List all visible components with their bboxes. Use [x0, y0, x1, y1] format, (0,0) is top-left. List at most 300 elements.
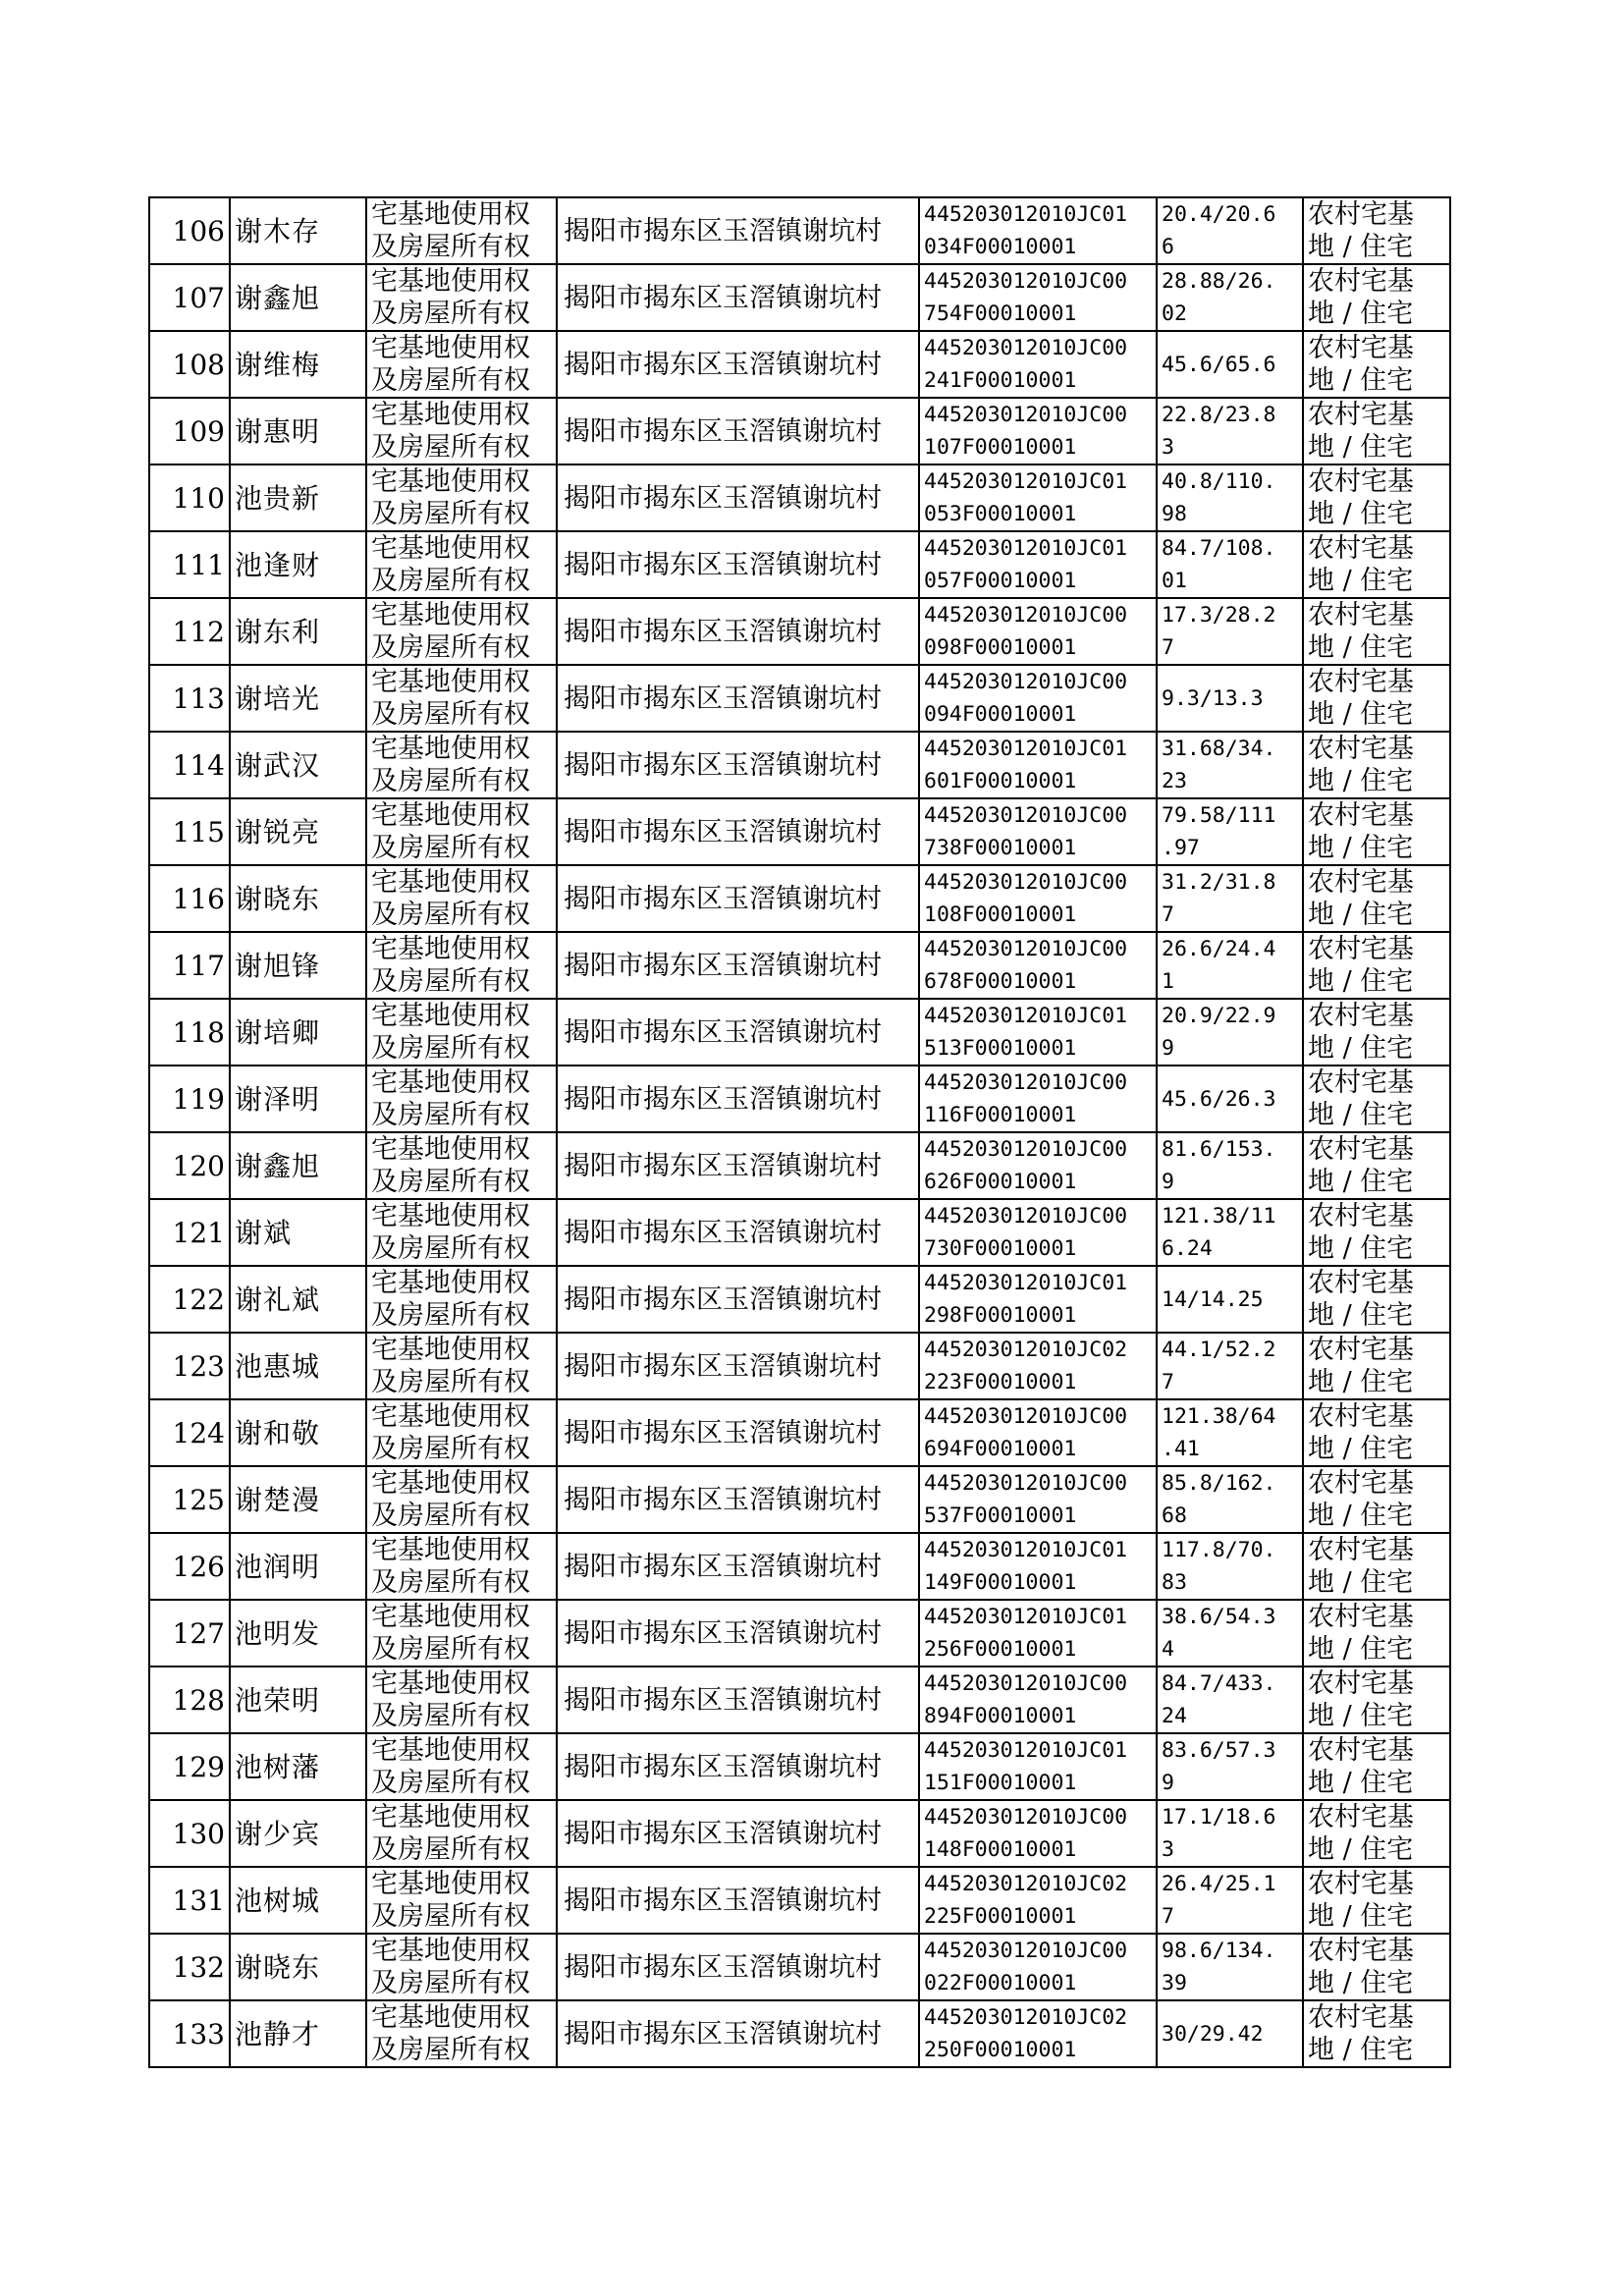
certificate-number-cell: [919, 1867, 1157, 1934]
owner-name: 谢惠明: [235, 414, 321, 448]
owner-name-cell: [230, 1733, 366, 1800]
area-cell: [1157, 1132, 1303, 1199]
certificate-number-line-1: 445203012010JC00: [924, 670, 1128, 694]
area-cell: [1157, 1867, 1303, 1934]
location-cell: [557, 531, 919, 598]
row-number: 109: [172, 414, 225, 448]
right-type-cell: [366, 1867, 557, 1934]
usage-line-1: 农村宅基: [1308, 667, 1414, 697]
table-row: [149, 1066, 1450, 1132]
right-type-line-1: 宅基地使用权: [371, 1735, 530, 1766]
usage-line-1: 农村宅基: [1308, 266, 1414, 297]
right-type-line-1: 宅基地使用权: [371, 1869, 530, 1899]
area-line-2: 68: [1162, 1503, 1187, 1528]
right-type-cell: [366, 1132, 557, 1199]
row-number-cell: [149, 1132, 230, 1199]
table-row: [149, 331, 1450, 398]
certificate-number-line-1: 445203012010JC00: [924, 1404, 1128, 1429]
area-cell: [1157, 398, 1303, 464]
certificate-number-line-2: 148F00010001: [924, 1837, 1077, 1862]
right-type-cell: [366, 798, 557, 865]
area-line-1: 17.3/28.2: [1162, 603, 1276, 628]
owner-name-cell: [230, 197, 366, 264]
usage-line-1: 农村宅基: [1308, 1468, 1414, 1499]
area-cell: [1157, 1533, 1303, 1600]
certificate-number-line-2: 894F00010001: [924, 1704, 1077, 1728]
location: 揭阳市揭东区玉滘镇谢坑村: [564, 1951, 882, 1983]
row-number-cell: [149, 865, 230, 932]
right-type-line-2: 及房屋所有权: [371, 1634, 530, 1665]
location: 揭阳市揭东区玉滘镇谢坑村: [564, 883, 882, 914]
table-row: [149, 932, 1450, 999]
right-type-line-1: 宅基地使用权: [371, 667, 530, 697]
area-line-1: 45.6/65.6: [1162, 352, 1276, 377]
location-cell: [557, 1867, 919, 1934]
right-type-line-1: 宅基地使用权: [371, 266, 530, 297]
right-type-line-1: 宅基地使用权: [371, 1668, 530, 1699]
area-line-2: .41: [1162, 1437, 1200, 1461]
certificate-number-cell: [919, 1733, 1157, 1800]
usage-line-2: 地 / 住宅: [1308, 1033, 1414, 1064]
certificate-number-cell: [919, 1934, 1157, 2000]
certificate-number-line-1: 445203012010JC00: [924, 1137, 1128, 1162]
right-type-line-1: 宅基地使用权: [371, 734, 530, 764]
usage-line-1: 农村宅基: [1308, 734, 1414, 764]
usage-line-1: 农村宅基: [1308, 1401, 1414, 1432]
certificate-number-cell: [919, 665, 1157, 732]
usage-line-1: 农村宅基: [1308, 1668, 1414, 1699]
location: 揭阳市揭东区玉滘镇谢坑村: [564, 1217, 882, 1248]
row-number-cell: [149, 798, 230, 865]
location: 揭阳市揭东区玉滘镇谢坑村: [564, 1684, 882, 1716]
row-number-cell: [149, 264, 230, 331]
usage-line-2: 地 / 住宅: [1308, 566, 1414, 596]
location-cell: [557, 1333, 919, 1399]
area-line-1: 20.9/22.9: [1162, 1004, 1276, 1028]
owner-name: 谢旭锋: [235, 949, 321, 982]
area-line-2: 3: [1162, 1837, 1174, 1862]
certificate-number-cell: [919, 999, 1157, 1066]
right-type-cell: [366, 732, 557, 798]
right-type-line-1: 宅基地使用权: [371, 1001, 530, 1031]
owner-name-cell: [230, 1132, 366, 1199]
owner-name: 谢斌: [235, 1216, 293, 1249]
usage-line-1: 农村宅基: [1308, 600, 1414, 630]
usage-line-2: 地 / 住宅: [1308, 1233, 1414, 1264]
location-cell: [557, 1199, 919, 1266]
area-line-2: 98: [1162, 502, 1187, 526]
right-type-line-2: 及房屋所有权: [371, 499, 530, 529]
area-cell: [1157, 331, 1303, 398]
table-row: [149, 1934, 1450, 2000]
certificate-number-cell: [919, 1399, 1157, 1466]
owner-name: 池逢财: [235, 548, 321, 581]
area-line-1: 26.6/24.4: [1162, 937, 1276, 961]
area-cell: [1157, 2000, 1303, 2067]
location-cell: [557, 197, 919, 264]
certificate-number-line-1: 445203012010JC01: [924, 737, 1128, 761]
right-type-line-2: 及房屋所有权: [371, 833, 530, 863]
certificate-number-cell: [919, 1333, 1157, 1399]
row-number-cell: [149, 331, 230, 398]
area-line-2: 9: [1162, 1036, 1174, 1061]
usage-cell: [1303, 2000, 1450, 2067]
right-type-cell: [366, 2000, 557, 2067]
table-row: [149, 197, 1450, 264]
area-cell: [1157, 264, 1303, 331]
owner-name-cell: [230, 1533, 366, 1600]
usage-line-2: 地 / 住宅: [1308, 1167, 1414, 1197]
right-type-line-2: 及房屋所有权: [371, 1300, 530, 1331]
owner-name-cell: [230, 1466, 366, 1533]
right-type-line-2: 及房屋所有权: [371, 1968, 530, 1998]
usage-cell: [1303, 1667, 1450, 1733]
right-type-cell: [366, 1667, 557, 1733]
usage-line-2: 地 / 住宅: [1308, 1100, 1414, 1130]
location: 揭阳市揭东区玉滘镇谢坑村: [564, 816, 882, 847]
usage-cell: [1303, 798, 1450, 865]
usage-cell: [1303, 264, 1450, 331]
certificate-number-cell: [919, 464, 1157, 531]
right-type-line-2: 及房屋所有权: [371, 232, 530, 262]
row-number-cell: [149, 1867, 230, 1934]
usage-cell: [1303, 1800, 1450, 1867]
right-type-line-1: 宅基地使用权: [371, 1802, 530, 1832]
row-number: 117: [172, 949, 225, 982]
row-number-cell: [149, 2000, 230, 2067]
area-cell: [1157, 932, 1303, 999]
table-row: [149, 1399, 1450, 1466]
certificate-number-line-1: 445203012010JC01: [924, 1605, 1128, 1629]
right-type-line-2: 及房屋所有权: [371, 1367, 530, 1397]
right-type-line-1: 宅基地使用权: [371, 199, 530, 230]
owner-name-cell: [230, 1333, 366, 1399]
owner-name: 谢鑫旭: [235, 281, 321, 314]
usage-line-1: 农村宅基: [1308, 1802, 1414, 1832]
area-cell: [1157, 1266, 1303, 1333]
table-row: [149, 1667, 1450, 1733]
area-line-1: 84.7/108.: [1162, 536, 1276, 561]
usage-line-1: 农村宅基: [1308, 1602, 1414, 1632]
owner-name: 谢楚漫: [235, 1483, 321, 1516]
table-row: [149, 1266, 1450, 1333]
area-line-2: 6: [1162, 235, 1174, 259]
location: 揭阳市揭东区玉滘镇谢坑村: [564, 1083, 882, 1115]
usage-cell: [1303, 1333, 1450, 1399]
registration-table: [148, 196, 1451, 2068]
certificate-number-line-2: 107F00010001: [924, 435, 1077, 460]
certificate-number-line-1: 445203012010JC01: [924, 1538, 1128, 1562]
usage-line-1: 农村宅基: [1308, 1936, 1414, 1966]
table-row: [149, 1733, 1450, 1800]
right-type-line-1: 宅基地使用权: [371, 1936, 530, 1966]
usage-cell: [1303, 1132, 1450, 1199]
certificate-number-cell: [919, 331, 1157, 398]
certificate-number-cell: [919, 1199, 1157, 1266]
row-number-cell: [149, 1934, 230, 2000]
usage-cell: [1303, 398, 1450, 464]
location-cell: [557, 732, 919, 798]
row-number-cell: [149, 1199, 230, 1266]
area-cell: [1157, 665, 1303, 732]
area-cell: [1157, 732, 1303, 798]
area-cell: [1157, 464, 1303, 531]
usage-line-1: 农村宅基: [1308, 533, 1414, 564]
right-type-cell: [366, 598, 557, 665]
location-cell: [557, 1466, 919, 1533]
right-type-cell: [366, 1733, 557, 1800]
usage-line-1: 农村宅基: [1308, 934, 1414, 964]
owner-name: 池惠城: [235, 1349, 321, 1383]
certificate-number-line-2: 601F00010001: [924, 769, 1077, 793]
row-number: 112: [172, 615, 225, 648]
usage-line-2: 地 / 住宅: [1308, 966, 1414, 997]
usage-line-2: 地 / 住宅: [1308, 1768, 1414, 1798]
certificate-number-line-2: 241F00010001: [924, 368, 1077, 393]
usage-cell: [1303, 1199, 1450, 1266]
right-type-cell: [366, 1399, 557, 1466]
owner-name-cell: [230, 999, 366, 1066]
area-line-1: 84.7/433.: [1162, 1671, 1276, 1696]
row-number-cell: [149, 197, 230, 264]
location-cell: [557, 398, 919, 464]
right-type-line-2: 及房屋所有权: [371, 1567, 530, 1598]
owner-name-cell: [230, 798, 366, 865]
usage-line-2: 地 / 住宅: [1308, 1300, 1414, 1331]
location: 揭阳市揭东区玉滘镇谢坑村: [564, 1818, 882, 1849]
area-line-1: 44.1/52.2: [1162, 1338, 1276, 1362]
certificate-number-line-1: 445203012010JC01: [924, 1738, 1128, 1763]
certificate-number-line-2: 730F00010001: [924, 1236, 1077, 1261]
usage-line-1: 农村宅基: [1308, 1335, 1414, 1365]
location-cell: [557, 464, 919, 531]
usage-cell: [1303, 932, 1450, 999]
area-cell: [1157, 865, 1303, 932]
owner-name-cell: [230, 1399, 366, 1466]
usage-cell: [1303, 197, 1450, 264]
owner-name: 池荣明: [235, 1683, 321, 1717]
owner-name: 谢和敬: [235, 1416, 321, 1449]
row-number: 129: [172, 1750, 225, 1783]
owner-name: 池树藩: [235, 1750, 321, 1783]
owner-name-cell: [230, 598, 366, 665]
certificate-number-cell: [919, 1533, 1157, 1600]
location: 揭阳市揭东区玉滘镇谢坑村: [564, 1016, 882, 1048]
area-line-1: 121.38/64: [1162, 1404, 1276, 1429]
certificate-number-line-2: 225F00010001: [924, 1904, 1077, 1929]
certificate-number-cell: [919, 2000, 1157, 2067]
area-line-1: 9.3/13.3: [1162, 685, 1264, 711]
location-cell: [557, 665, 919, 732]
usage-line-2: 地 / 住宅: [1308, 1501, 1414, 1531]
location: 揭阳市揭东区玉滘镇谢坑村: [564, 749, 882, 781]
usage-cell: [1303, 1466, 1450, 1533]
location-cell: [557, 1066, 919, 1132]
certificate-number-line-1: 445203012010JC01: [924, 1271, 1128, 1295]
area-line-2: 7: [1162, 1904, 1174, 1929]
location: 揭阳市揭东区玉滘镇谢坑村: [564, 282, 882, 313]
area-line-1: 79.58/111: [1162, 803, 1276, 828]
area-line-1: 98.6/134.: [1162, 1939, 1276, 1963]
row-number-cell: [149, 464, 230, 531]
row-number: 121: [172, 1216, 225, 1249]
table-row: [149, 999, 1450, 1066]
row-number: 128: [172, 1683, 225, 1717]
owner-name-cell: [230, 1867, 366, 1934]
table-body: [149, 197, 1450, 2067]
usage-line-2: 地 / 住宅: [1308, 900, 1414, 930]
row-number: 107: [172, 281, 225, 314]
certificate-number-line-2: 513F00010001: [924, 1036, 1077, 1061]
area-line-1: 81.6/153.: [1162, 1137, 1276, 1162]
right-type-line-2: 及房屋所有权: [371, 432, 530, 463]
right-type-cell: [366, 264, 557, 331]
area-line-2: .97: [1162, 836, 1200, 860]
location-cell: [557, 331, 919, 398]
location-cell: [557, 264, 919, 331]
usage-line-2: 地 / 住宅: [1308, 432, 1414, 463]
usage-line-2: 地 / 住宅: [1308, 2035, 1414, 2065]
usage-line-2: 地 / 住宅: [1308, 766, 1414, 796]
right-type-cell: [366, 1800, 557, 1867]
row-number: 127: [172, 1616, 225, 1650]
owner-name: 谢锐亮: [235, 815, 321, 848]
location: 揭阳市揭东区玉滘镇谢坑村: [564, 1617, 882, 1649]
right-type-line-1: 宅基地使用权: [371, 1468, 530, 1499]
certificate-number-line-2: 537F00010001: [924, 1503, 1077, 1528]
location-cell: [557, 1399, 919, 1466]
row-number-cell: [149, 398, 230, 464]
right-type-line-2: 及房屋所有权: [371, 1434, 530, 1464]
right-type-cell: [366, 1466, 557, 1533]
right-type-cell: [366, 331, 557, 398]
right-type-line-2: 及房屋所有权: [371, 1768, 530, 1798]
certificate-number-line-2: 256F00010001: [924, 1637, 1077, 1662]
row-number: 115: [172, 815, 225, 848]
row-number: 126: [172, 1550, 225, 1583]
location-cell: [557, 1266, 919, 1333]
usage-line-2: 地 / 住宅: [1308, 232, 1414, 262]
area-line-2: 9: [1162, 1771, 1174, 1795]
owner-name: 谢鑫旭: [235, 1149, 321, 1182]
certificate-number-line-2: 053F00010001: [924, 502, 1077, 526]
usage-line-2: 地 / 住宅: [1308, 1434, 1414, 1464]
area-line-1: 38.6/54.3: [1162, 1605, 1276, 1629]
area-cell: [1157, 1333, 1303, 1399]
right-type-line-2: 及房屋所有权: [371, 1901, 530, 1932]
right-type-line-1: 宅基地使用权: [371, 533, 530, 564]
usage-line-2: 地 / 住宅: [1308, 833, 1414, 863]
location-cell: [557, 1667, 919, 1733]
right-type-line-2: 及房屋所有权: [371, 1501, 530, 1531]
row-number: 116: [172, 882, 225, 915]
certificate-number-cell: [919, 598, 1157, 665]
location: 揭阳市揭东区玉滘镇谢坑村: [564, 549, 882, 580]
certificate-number-line-1: 445203012010JC00: [924, 1070, 1128, 1095]
right-type-cell: [366, 1066, 557, 1132]
usage-line-1: 农村宅基: [1308, 466, 1414, 497]
row-number-cell: [149, 732, 230, 798]
area-line-2: 24: [1162, 1704, 1187, 1728]
area-line-1: 83.6/57.3: [1162, 1738, 1276, 1763]
owner-name: 池树城: [235, 1884, 321, 1917]
location: 揭阳市揭东区玉滘镇谢坑村: [564, 1150, 882, 1181]
usage-cell: [1303, 665, 1450, 732]
right-type-line-2: 及房屋所有权: [371, 2035, 530, 2065]
usage-line-1: 农村宅基: [1308, 1268, 1414, 1298]
usage-line-2: 地 / 住宅: [1308, 365, 1414, 396]
usage-line-1: 农村宅基: [1308, 1001, 1414, 1031]
certificate-number-cell: [919, 865, 1157, 932]
row-number-cell: [149, 1466, 230, 1533]
row-number-cell: [149, 1533, 230, 1600]
certificate-number-cell: [919, 932, 1157, 999]
table-row: [149, 464, 1450, 531]
certificate-number-line-1: 445203012010JC02: [924, 2005, 1128, 2030]
table-row: [149, 264, 1450, 331]
table-row: [149, 1333, 1450, 1399]
location-cell: [557, 1800, 919, 1867]
certificate-number-line-1: 445203012010JC00: [924, 1939, 1128, 1963]
area-line-1: 14/14.25: [1162, 1286, 1264, 1312]
table-row: [149, 1867, 1450, 1934]
owner-name-cell: [230, 1066, 366, 1132]
right-type-cell: [366, 197, 557, 264]
certificate-number-line-1: 445203012010JC00: [924, 1671, 1128, 1696]
area-line-1: 26.4/25.1: [1162, 1872, 1276, 1896]
certificate-number-line-1: 445203012010JC00: [924, 870, 1128, 895]
row-number: 106: [172, 214, 225, 247]
certificate-number-line-1: 445203012010JC00: [924, 603, 1128, 628]
right-type-cell: [366, 665, 557, 732]
certificate-number-cell: [919, 1800, 1157, 1867]
table-row: [149, 531, 1450, 598]
right-type-line-2: 及房屋所有权: [371, 766, 530, 796]
certificate-number-cell: [919, 197, 1157, 264]
owner-name-cell: [230, 1800, 366, 1867]
owner-name: 谢东利: [235, 615, 321, 648]
certificate-number-line-1: 445203012010JC02: [924, 1872, 1128, 1896]
usage-line-2: 地 / 住宅: [1308, 1834, 1414, 1865]
table-row: [149, 665, 1450, 732]
area-line-1: 31.2/31.8: [1162, 870, 1276, 895]
usage-cell: [1303, 331, 1450, 398]
area-cell: [1157, 1733, 1303, 1800]
location: 揭阳市揭东区玉滘镇谢坑村: [564, 1751, 882, 1782]
usage-cell: [1303, 999, 1450, 1066]
area-line-2: 83: [1162, 1570, 1187, 1595]
row-number: 114: [172, 748, 225, 782]
owner-name: 谢少宾: [235, 1817, 321, 1850]
owner-name: 谢木存: [235, 214, 321, 247]
certificate-number-line-2: 694F00010001: [924, 1437, 1077, 1461]
area-line-2: 6.24: [1162, 1236, 1213, 1261]
certificate-number-cell: [919, 732, 1157, 798]
row-number: 132: [172, 1950, 225, 1984]
owner-name: 谢武汉: [235, 748, 321, 782]
certificate-number-line-1: 445203012010JC00: [924, 403, 1128, 427]
usage-line-2: 地 / 住宅: [1308, 499, 1414, 529]
usage-cell: [1303, 531, 1450, 598]
area-line-2: 01: [1162, 569, 1187, 593]
right-type-line-2: 及房屋所有权: [371, 1100, 530, 1130]
row-number: 119: [172, 1082, 225, 1116]
certificate-number-line-1: 445203012010JC00: [924, 803, 1128, 828]
row-number: 110: [172, 481, 225, 515]
location: 揭阳市揭东区玉滘镇谢坑村: [564, 1484, 882, 1515]
certificate-number-cell: [919, 531, 1157, 598]
certificate-number-line-1: 445203012010JC00: [924, 1805, 1128, 1830]
